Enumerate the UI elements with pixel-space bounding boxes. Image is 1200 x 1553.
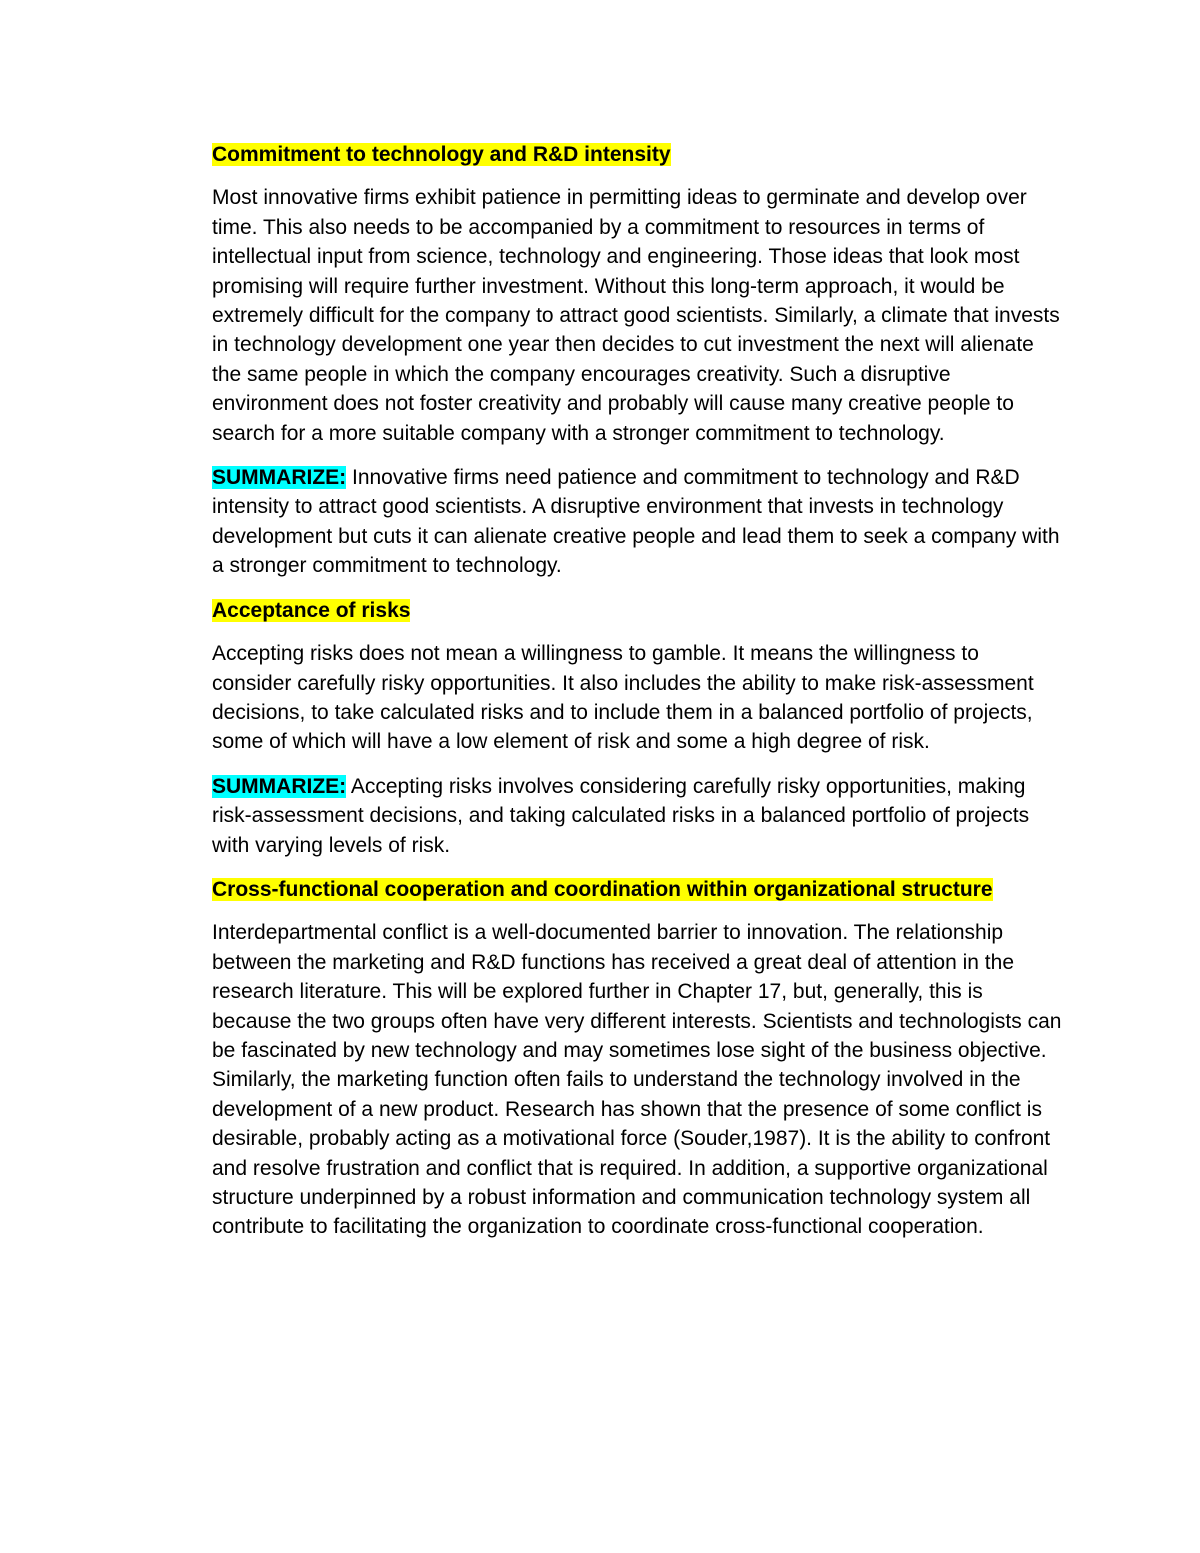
document-page xyxy=(212,140,1062,1257)
summary-label: SUMMARIZE: xyxy=(212,466,347,490)
section-heading-cross-functional xyxy=(212,875,1062,904)
section-heading-risks xyxy=(212,596,1062,625)
heading-highlight: Acceptance of risks xyxy=(212,598,411,622)
summary-text: Accepting risks involves considering carefully risky opportunities, making risk-assessment decisions, and taking calculated risks in a balanced portfolio of projects with varying levels of risk. xyxy=(212,774,1030,857)
summary-label: SUMMARIZE: xyxy=(212,774,347,798)
section-heading-rd-intensity xyxy=(212,140,1062,169)
section-body-rd-intensity: Most innovative firms exhibit patience in permitting ideas to germinate and develop over time. This also needs to be accompanied by a commitment to resources in terms of intellectual input from science, technology and engineering. Those ideas that look most promising will require further investment. Without this long-term approach, it would be extremely difficult for the company to attract good scientists. Similarly, a climate that invests in technology development one year then decides to cut investment the next will alienate the same people in which the company encourages creativity. Such a disruptive environment does not foster creativity and probably will cause many creative people to search for a more suitable company with a stronger commitment to technology. xyxy=(212,186,1060,445)
summary-text: Innovative firms need patience and commitment to technology and R&D intensity to attract good scientists. A disruptive environment that invests in technology development but cuts it can alienate creative people and lead them to seek a company with a stronger commitment to technology. xyxy=(212,466,1060,578)
heading-highlight: Cross-functional cooperation and coordination within organizational structure xyxy=(212,877,993,901)
heading-highlight: Commitment to technology and R&D intensity xyxy=(212,143,671,166)
summary-paragraph-rd-intensity xyxy=(212,463,1062,581)
summary-paragraph-risks xyxy=(212,772,1062,860)
section-body-risks: Accepting risks does not mean a willingness to gamble. It means the willingness to consider carefully risky opportunities. It also includes the ability to make risk-assessment decisions, to take calculated risks and to include them in a balanced portfolio of projects, some of which will have a low element of risk and some a high degree of risk. xyxy=(212,642,1034,754)
section-body-cross-functional: Interdepartmental conflict is a well-documented barrier to innovation. The relationship between the marketing and R&D functions has received a great deal of attention in the research literature. This will be explored further in Chapter 17, but, generally, this is because the two groups often have very different interests. Scientists and technologists can be fascinated by new technology and may sometimes lose sight of the business objective. Similarly, the marketing function often fails to understand the technology involved in the development of a new product. Research has shown that the presence of some conflict is desirable, probably acting as a motivational force (Souder,1987). It is the ability to confront and resolve frustration and conflict that is required. In addition, a supportive organizational structure underpinned by a robust information and communication technology system all contribute to facilitating the organization to coordinate cross-functional cooperation. xyxy=(212,921,1062,1239)
